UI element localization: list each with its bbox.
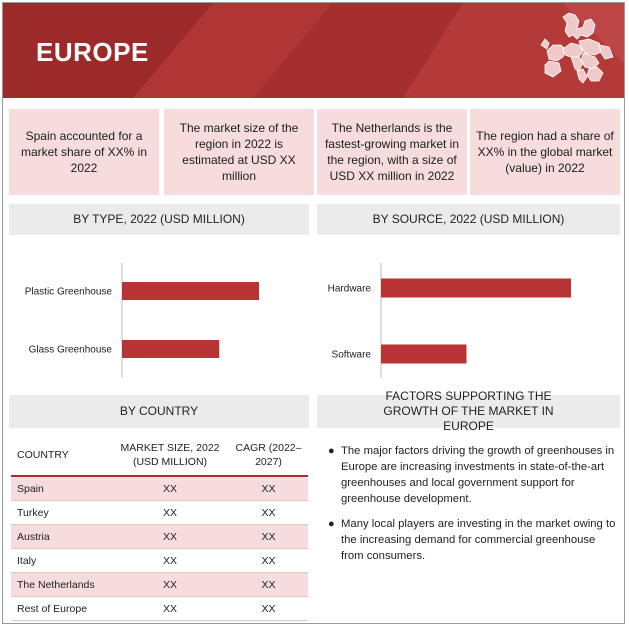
table-row [11, 476, 308, 501]
header-banner [3, 3, 624, 98]
table-row [11, 549, 308, 573]
table-row [11, 597, 308, 621]
list-item [325, 443, 617, 507]
country-table [11, 435, 308, 621]
market-size-cell: XX [111, 525, 229, 549]
factors-heading: FACTORS SUPPORTING THE GROWTH OF THE MARKET IN EUROPE [317, 395, 620, 428]
category-label: Software [331, 349, 371, 361]
stat-card-netherlands [317, 109, 467, 195]
column-header-market-size: MARKET SIZE, 2022 (USD MILLION) [111, 435, 229, 476]
cagr-cell: XX [229, 525, 308, 549]
by-type-chart-svg [9, 241, 309, 386]
stat-text: The Netherlands is the fastest-growing market in the region, with a size of USD XX million in 2022 [324, 121, 460, 183]
cagr-cell: XX [229, 501, 308, 525]
stat-card-spain-share [9, 109, 159, 195]
factor-text: Many local players are investing in the market owing to the increasing demand for commercial greenhouse from consumers. [341, 518, 616, 562]
by-source-chart-svg [317, 241, 620, 386]
market-size-cell: XX [111, 597, 229, 621]
country-cell: Spain [11, 476, 111, 501]
list-item [325, 516, 617, 564]
by-type-heading: BY TYPE, 2022 (USD MILLION) [9, 204, 309, 235]
infographic-frame [2, 2, 625, 624]
by-source-heading: BY SOURCE, 2022 (USD MILLION) [317, 204, 620, 235]
market-size-cell: XX [111, 501, 229, 525]
country-cell: Rest of Europe [11, 597, 111, 621]
by-type-chart [9, 241, 309, 386]
table-row [11, 501, 308, 525]
by-source-chart [317, 241, 620, 386]
market-size-cell: XX [111, 476, 229, 501]
page-title: EUROPE [36, 37, 149, 67]
table-row [11, 573, 308, 597]
table-row [11, 525, 308, 549]
market-size-cell: XX [111, 549, 229, 573]
cagr-cell: XX [229, 549, 308, 573]
stat-card-global-share [470, 109, 620, 195]
country-cell: Austria [11, 525, 111, 549]
column-header-cagr: CAGR (2022–2027) [229, 435, 308, 476]
column-header-country: COUNTRY [11, 435, 111, 476]
stat-text: Spain accounted for a market share of XX% in 2022 [20, 129, 148, 175]
factor-text: The major factors driving the growth of greenhouses in Europe are increasing investments in state-of-the-art greenhouses and local government support for greenhouse development. [341, 445, 615, 505]
category-label: Plastic Greenhouse [24, 286, 112, 298]
cagr-cell: XX [229, 476, 308, 501]
cagr-cell: XX [229, 597, 308, 621]
chart-bar [381, 345, 467, 364]
stat-text: The market size of the region in 2022 is estimated at USD XX million [179, 121, 299, 183]
table-header-row [11, 435, 308, 476]
cagr-cell: XX [229, 573, 308, 597]
stat-card-market-size [164, 109, 314, 195]
chart-bar [122, 340, 219, 358]
country-cell: The Netherlands [11, 573, 111, 597]
stat-text: The region had a share of XX% in the global market (value) in 2022 [476, 129, 614, 175]
chart-bar [381, 279, 571, 298]
country-cell: Turkey [11, 501, 111, 525]
europe-map-icon [533, 11, 615, 91]
category-label: Hardware [327, 283, 371, 295]
country-cell: Italy [11, 549, 111, 573]
factors-list [325, 443, 617, 573]
bullet-icon: ● [328, 518, 335, 530]
market-size-cell: XX [111, 573, 229, 597]
category-label: Glass Greenhouse [28, 344, 112, 356]
by-country-heading: BY COUNTRY [9, 395, 309, 428]
bullet-icon: ● [328, 445, 335, 457]
chart-bar [122, 282, 259, 300]
